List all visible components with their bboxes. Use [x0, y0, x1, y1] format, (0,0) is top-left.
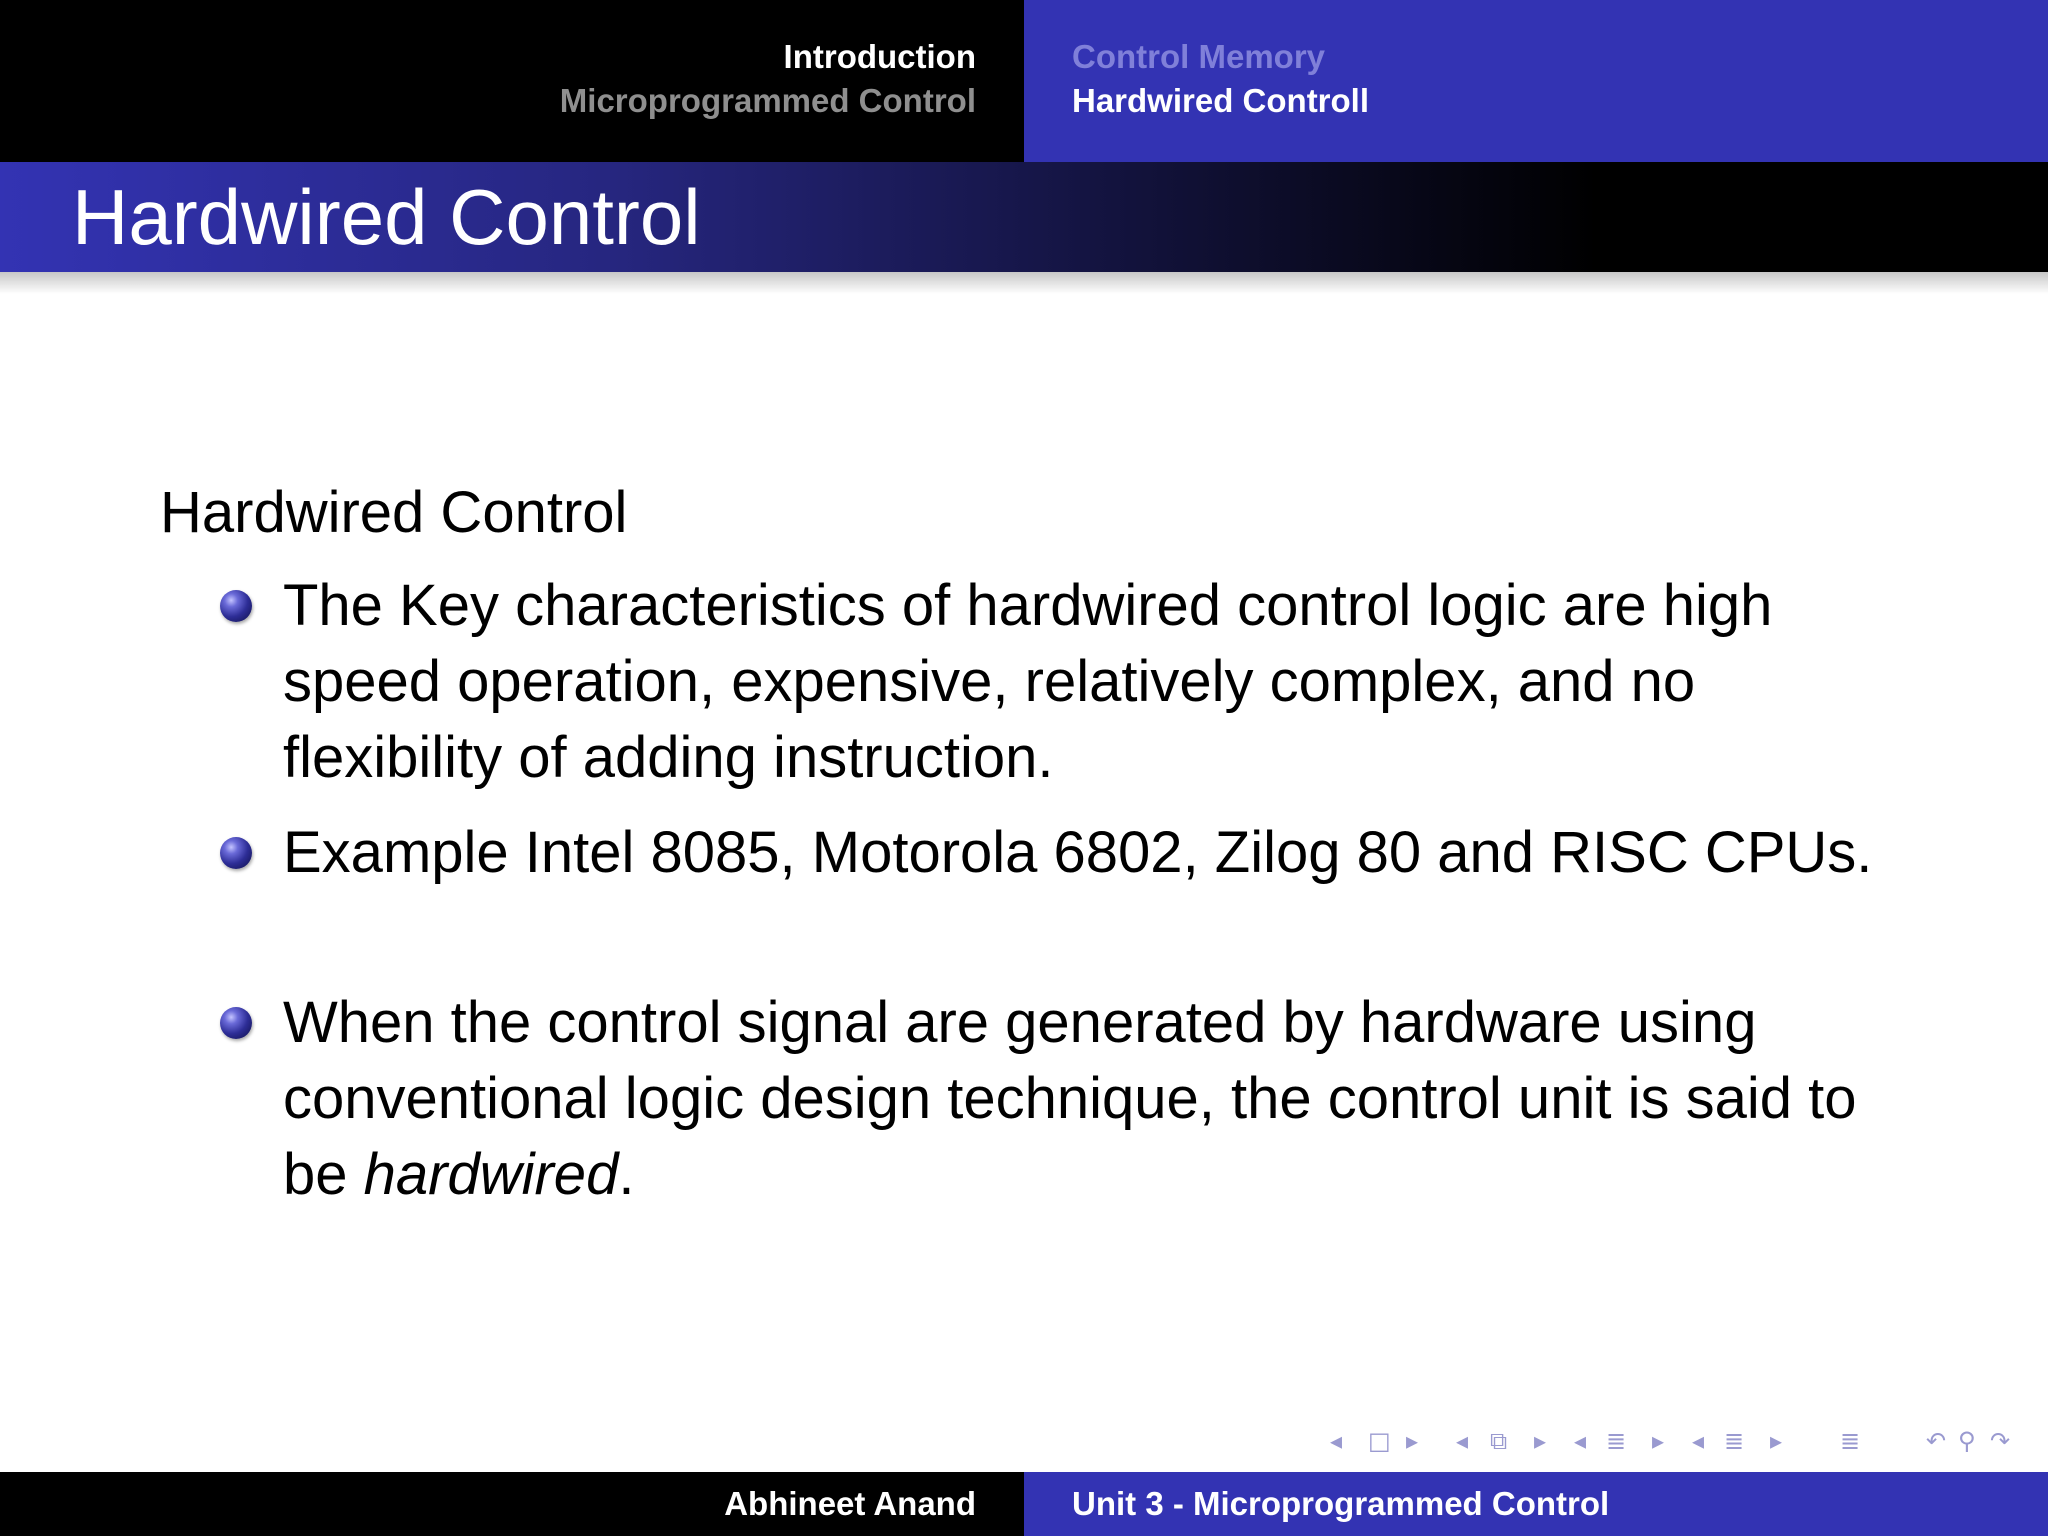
emphasis-text: hardwired — [363, 1142, 619, 1207]
frame-title: Hardwired Control — [72, 173, 701, 261]
sphere-bullet-icon — [220, 837, 252, 869]
frame-next-icon[interactable]: ▸ — [1406, 1427, 1419, 1455]
subsection-icon[interactable]: ⧉ — [1490, 1427, 1508, 1455]
footer-author: Abhineet Anand — [724, 1485, 976, 1522]
navigation-symbols — [1330, 1424, 2030, 1458]
nav-section-microprogrammed-control[interactable]: Microprogrammed Control — [559, 82, 976, 119]
nav-subsection-control-memory[interactable]: Control Memory — [1072, 38, 1326, 75]
bullet-text: When the control signal are generated by hardware using conventional logic design technique, the control unit is said to be — [283, 990, 1857, 1207]
header-subsections-panel — [1024, 0, 2048, 162]
section-prev-icon[interactable]: ◂ — [1574, 1427, 1587, 1455]
footer-title: Unit 3 - Microprogrammed Control — [1072, 1485, 1610, 1522]
part-next-icon[interactable]: ▸ — [1770, 1427, 1783, 1455]
frame-icon[interactable]: □ — [1368, 1427, 1391, 1455]
part-prev-icon[interactable]: ◂ — [1692, 1427, 1705, 1455]
section-next-icon[interactable]: ▸ — [1652, 1427, 1665, 1455]
bullet-item — [283, 815, 1903, 891]
subsection-prev-icon[interactable]: ◂ — [1456, 1427, 1469, 1455]
nav-section-introduction[interactable]: Introduction — [783, 38, 976, 75]
footer-title-panel — [1024, 1472, 2048, 1536]
document-icon[interactable]: ≣ — [1840, 1427, 1861, 1455]
bullet-text: Example Intel 8085, Motorola 6802, Zilog 80 and RISC CPUs. — [283, 820, 1873, 885]
section-icon[interactable]: ≣ — [1606, 1427, 1627, 1455]
bullet-item — [283, 985, 1903, 1213]
block-title: Hardwired Control — [160, 480, 628, 545]
part-icon[interactable]: ≣ — [1724, 1427, 1745, 1455]
forward-icon[interactable]: ↷ — [1990, 1427, 2011, 1455]
search-icon[interactable]: ⚲ — [1958, 1427, 1976, 1455]
sphere-bullet-icon — [220, 1007, 252, 1039]
bullet-item — [283, 568, 1903, 796]
subsection-next-icon[interactable]: ▸ — [1534, 1427, 1547, 1455]
sphere-bullet-icon — [220, 590, 252, 622]
back-icon[interactable]: ↶ — [1926, 1427, 1947, 1455]
nav-subsection-hardwired-control[interactable]: Hardwired Controll — [1072, 82, 1370, 119]
title-bar-shadow — [0, 272, 2048, 294]
header-sections-panel — [0, 0, 1024, 162]
bullet-text: The Key characteristics of hardwired control logic are high speed operation, expensive, relatively complex, and no flexibility of adding instruction. — [283, 573, 1773, 790]
footer-author-panel — [0, 1472, 1024, 1536]
bullet-text-end: . — [618, 1142, 635, 1207]
frame-prev-icon[interactable]: ◂ — [1330, 1427, 1343, 1455]
